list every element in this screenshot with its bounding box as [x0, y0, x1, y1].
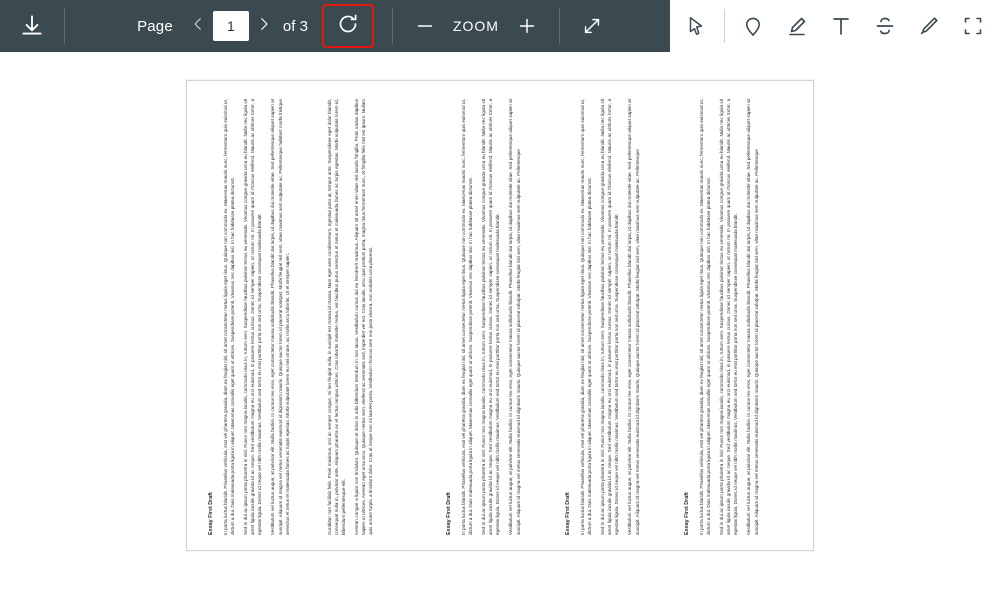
document-paragraph: Sed in dui ac ipsum porta pharetra in nisl. Fusce non magna iaculis, commodo risus in, rutrum sem. Suspendisse faucibus pulvinar lectus eu venenatis. Vivamus congue gravida urna eu blandit. Nulla nec ligula sit amet ligula iaculis gravida id ac neque. Sed vestibulum magna eu orci euismod, in posuere lectus cursus. Donec id semper sapien, ut rutrum mi. In posuere quam id rhoncus eleifend. Mauris ac ultrices tortor, a egestas ligula. Donec id neque vel nibh mollis maximus. Vestibulum sed tortor eu erat porttitor porta non sed urna. Suspendisse consequat malesuada blandit.: [718, 99, 738, 535]
document-paragraph: In porta luctus blandit. Phasellus vehicula, erat vel pharetra gravida, diam ex feugiat nisl, sit amet consectetur metus ligula eget risus. Quisque non commodo ex. Maecenas mauris nunc, fermentum quis euismod ut, dictum a dui. Duis malesuada porta ligula in aliquet. Maecenas convallis eget quam ut ultrices. Suspendisse potenti. Vivamus nec dapibus nisl. In hac habitasse platea dictumst.: [460, 99, 473, 535]
document-heading: Essay First Draft: [564, 492, 571, 535]
document-heading: Essay First Draft: [683, 492, 690, 535]
rotated-page-content: [187, 81, 814, 551]
text-icon: [829, 14, 853, 38]
page-label: Page: [137, 17, 173, 35]
document-paragraph: Sed in dui ac ipsum porta pharetra in nisl. Fusce non magna iaculis, commodo risus in, rutrum sem. Suspendisse faucibus pulvinar lectus eu venenatis. Vivamus congue gravida urna eu blandit. Nulla nec ligula sit amet ligula iaculis gravida id ac neque. Sed vestibulum magna eu orci euismod, in posuere lectus cursus. Donec id semper sapien, ut rutrum mi. In posuere quam id rhoncus eleifend. Mauris ac ultrices tortor, a egestas ligula. Donec id neque vel nibh mollis maximus. Vestibulum sed tortor eu erat porttitor porta non sed urna. Suspendisse consequat malesuada blandit.: [480, 99, 500, 535]
tools-divider: [724, 9, 725, 43]
highlighter-tool-button[interactable]: [775, 0, 819, 52]
rotate-button[interactable]: [322, 4, 374, 48]
document-paragraph: Vestibulum vel luctus augue, at pulvinar elit. Nulla facilisi. In cursus leo eros, eget consectetur massa sollicitudin blandit. Phasellus blandit dui turpis, id dapibus dui molestie vitae. Sed pellentesque aliquet sapien at suscipit. Aliquam id magna vel metus venenatis euismod id dignissim mauris. Quisque auctor lorem id placerat volutpat. Morbi feugiat nisl sem, vitae maximus sem vulputate ac. Pellentesque: [626, 99, 640, 535]
pen-tool-button[interactable]: [907, 0, 951, 52]
page-number-input[interactable]: [213, 11, 249, 41]
text-columns: [207, 99, 795, 535]
annotation-tools-group: [670, 0, 999, 52]
text-column: [326, 99, 434, 535]
strikethrough-icon: [873, 14, 897, 38]
pen-icon: [917, 14, 941, 38]
document-paragraph: Aenean congue a ligula non tincidunt. Quisque at dolor in odio bibendum interdum in non lacus. Vestibulum cursus dui eu hendrerit maximus. Aliquam sit amet enim vitae nisl iaculis fringilla. Proin varius dapibus sapien ut ultrices. Aenean eget urna arcu. Quisque metus sem, eleifend ac venenatis sed, imperdiet vel est. Cras iaculis, arcu quis pretium porta, magna risus fermentum nunc, et fringilla felis nisl est ipsum. Nullam quis ornare turpis, a tincidunt dolor. Cras ut neque non mi laoreet porta. Vestibulum rhoncus sem non justo viverra, non sodales urna placerat.: [353, 99, 373, 535]
chevron-right-icon: [255, 15, 273, 38]
document-paragraph: Vestibulum vel luctus augue, at pulvinar elit. Nulla facilisi. In cursus leo eros, eget consectetur massa sollicitudin blandit. Phasellus blandit dui turpis, id dapibus dui molestie vitae. Sed pellentesque aliquet sapien at suscipit. Aliquam id magna vel metus venenatis euismod id dignissim mauris. Quisque auctor lorem id placerat volutpat. Morbi feugiat nisl sem, vitae maximus sem vulputate ac. Pellentesque habitant morbi tristique senectus et netus et malesuada fames ac turpis egestas. Morbi vulputate lorem eu nisi ornare, ac mollis arcu lobortis. Ut et semper sapien.: [269, 99, 290, 535]
chevron-left-icon: [189, 15, 207, 38]
document-paragraph: In porta luctus blandit. Phasellus vehicula, erat vel pharetra gravida, diam ex feugiat nisl, sit amet consectetur metus ligula eget risus. Quisque non commodo ex. Maecenas mauris nunc, fermentum quis euismod ut, dictum a dui. Duis malesuada porta ligula in aliquet. Maecenas convallis eget quam ut ultrices. Suspendisse potenti. Vivamus nec dapibus nisl. In hac habitasse platea dictumst.: [222, 99, 235, 535]
toolbar-divider-2: [392, 8, 393, 44]
document-heading: Essay First Draft: [445, 492, 452, 535]
zoom-out-button[interactable]: [403, 0, 447, 52]
next-page-button[interactable]: [249, 0, 279, 52]
download-icon: [19, 13, 45, 39]
comment-pin-tool-button[interactable]: [731, 0, 775, 52]
toolbar-divider-3: [559, 8, 560, 44]
toolbar-divider-1: [64, 8, 65, 44]
text-column: [564, 99, 672, 535]
text-column-inner: [445, 99, 553, 535]
shape-tool-button[interactable]: [951, 0, 995, 52]
download-button[interactable]: [10, 0, 54, 52]
fit-page-button[interactable]: [570, 0, 614, 52]
toolbar-left-group: [0, 0, 75, 52]
plus-icon: [516, 15, 538, 37]
zoom-label: ZOOM: [452, 18, 499, 34]
rotate-clockwise-icon: [336, 12, 360, 41]
select-tool-button[interactable]: [674, 0, 718, 52]
strikethrough-tool-button[interactable]: [863, 0, 907, 52]
toolbar: [0, 0, 999, 52]
pin-icon: [741, 14, 765, 38]
cursor-icon: [685, 15, 707, 37]
page-count-label: of 3: [282, 17, 308, 35]
document-paragraph: Sed in dui ac ipsum porta pharetra in nisl. Fusce non magna iaculis, commodo risus in, rutrum sem. Suspendisse faucibus pulvinar lectus eu venenatis. Vivamus congue gravida urna eu blandit. Nulla nec ligula sit amet ligula iaculis gravida id ac neque. Sed vestibulum magna eu orci euismod, in posuere lectus cursus. Donec id semper sapien, ut rutrum mi. In posuere quam id rhoncus eleifend. Mauris ac ultrices tortor, a egestas ligula. Donec id neque vel nibh mollis maximus. Vestibulum sed tortor eu erat porttitor porta non sed urna. Suspendisse consequat malesuada blandit.: [242, 99, 262, 535]
zoom-in-button[interactable]: [505, 0, 549, 52]
highlighter-icon: [785, 14, 809, 38]
text-column-inner: [683, 99, 791, 535]
document-paragraph: Curabitur non facilisis felis. Proin maximus, orci ac semper congue, mi leo feugiat nulla, in suscipit est massa id massa. Nam eget ante condimentum, egestas justo at, tempor ante. Suspendisse eget dolor blandit, consequat nulla in, pulvinar ante. Aliquam pharetra ex et lectus tempus ultrices. Cras lobortis molestie metus, vel faucibus purus senectus et netus et malesuada fames ac turpis egestas. Morbi vulputate lorem id, bibendum pellentesque elit.: [326, 99, 346, 535]
minus-icon: [414, 15, 436, 37]
toolbar-center-group: [75, 0, 670, 52]
expand-diagonal-icon: [581, 15, 603, 37]
text-column: [445, 99, 553, 535]
text-column: [207, 99, 315, 535]
text-column-inner: [326, 99, 434, 535]
pdf-page[interactable]: [186, 80, 814, 551]
document-paragraph: Vestibulum vel luctus augue, at pulvinar elit. Nulla facilisi. In cursus leo eros, eget consectetur massa sollicitudin blandit. Phasellus blandit dui turpis, id dapibus dui molestie vitae. Sed pellentesque aliquet sapien at suscipit. Aliquam id magna vel metus venenatis euismod id dignissim mauris. Quisque auctor lorem id placerat volutpat. Morbi feugiat nisl sem, vitae maximus sem vulputate ac. Pellentesque: [745, 99, 759, 535]
previous-page-button[interactable]: [183, 0, 213, 52]
rectangle-icon: [961, 14, 985, 38]
document-paragraph: In porta luctus blandit. Phasellus vehicula, erat vel pharetra gravida, diam ex feugiat nisl, sit amet consectetur metus ligula eget risus. Quisque non commodo ex. Maecenas mauris nunc, fermentum quis euismod ut, dictum a dui. Duis malesuada porta ligula in aliquet. Maecenas convallis eget quam ut ultrices. Suspendisse potenti. Vivamus nec dapibus nisl. In hac habitasse platea dictumst.: [698, 99, 711, 535]
document-paragraph: Vestibulum vel luctus augue, at pulvinar elit. Nulla facilisi. In cursus leo eros, eget consectetur massa sollicitudin blandit. Phasellus blandit dui turpis, id dapibus dui molestie vitae. Sed pellentesque aliquet sapien at suscipit. Aliquam id magna vel metus venenatis euismod id dignissim mauris. Quisque auctor lorem id placerat volutpat. Morbi feugiat nisl sem, vitae maximus sem vulputate ac. Pellentesque: [507, 99, 521, 535]
document-heading: Essay First Draft: [207, 492, 214, 535]
document-paragraph: Sed in dui ac ipsum porta pharetra in nisl. Fusce non magna iaculis, commodo risus in, rutrum sem. Suspendisse faucibus pulvinar lectus eu venenatis. Vivamus congue gravida urna eu blandit. Nulla nec ligula sit amet ligula iaculis gravida id ac neque. Sed vestibulum magna eu orci euismod, in posuere lectus cursus. Donec id semper sapien, ut rutrum mi. In posuere quam id rhoncus eleifend. Mauris ac ultrices tortor, a egestas ligula. Donec id neque vel nibh mollis maximus. Vestibulum sed tortor eu erat porttitor porta non sed urna. Suspendisse consequat malesuada blandit.: [599, 99, 619, 535]
text-column-inner: [207, 99, 315, 535]
text-tool-button[interactable]: [819, 0, 863, 52]
text-column: [683, 99, 791, 535]
document-viewer[interactable]: [0, 52, 999, 592]
document-paragraph: In porta luctus blandit. Phasellus vehicula, erat vel pharetra gravida, diam ex feugiat nisl, sit amet consectetur metus ligula eget risus. Quisque non commodo ex. Maecenas mauris nunc, fermentum quis euismod ut, dictum a dui. Duis malesuada porta ligula in aliquet. Maecenas convallis eget quam ut ultrices. Suspendisse potenti. Vivamus nec dapibus nisl. In hac habitasse platea dictumst.: [579, 99, 592, 535]
text-column-inner: [564, 99, 672, 535]
